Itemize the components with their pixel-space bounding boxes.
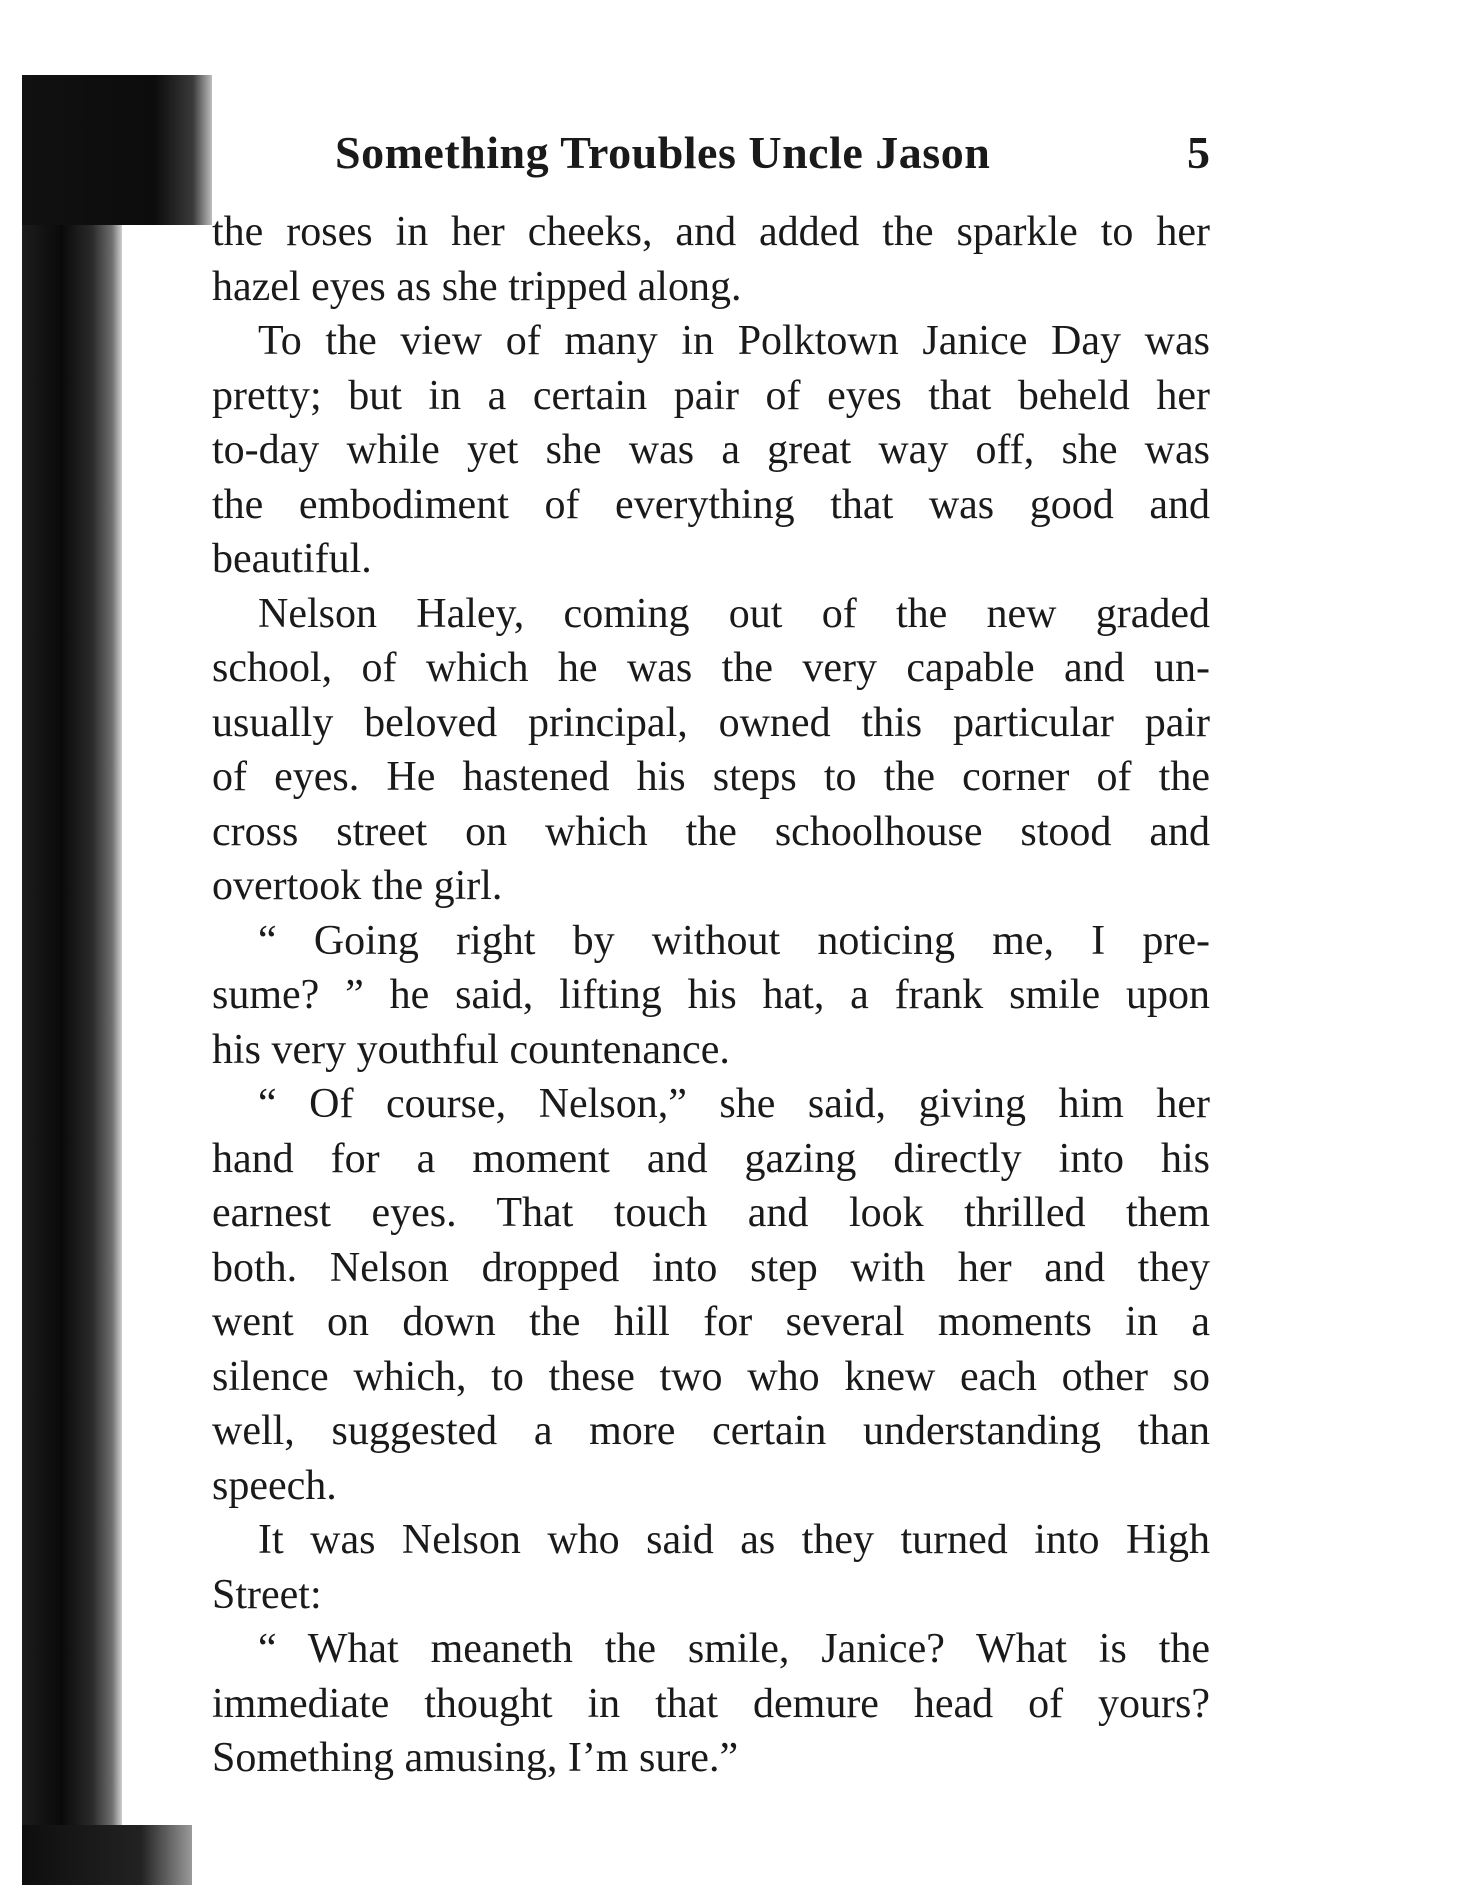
text-line: school, of which he was the very capable and un- <box>212 645 1210 691</box>
text-line: “ Going right by without noticing me, I pre- <box>258 917 1210 964</box>
text-line: Nelson Haley, coming out of the new graded <box>258 590 1210 637</box>
scanned-binding-edge <box>22 75 172 1885</box>
binding-shadow-top <box>22 75 212 225</box>
text-line: pretty; but in a certain pair of eyes that beheld her <box>212 372 1210 419</box>
text-line: immediate thought in that demure head of yours? <box>212 1680 1210 1727</box>
text-line: overtook the girl. <box>212 863 503 909</box>
text-line: the embodiment of everything that was good and <box>212 481 1210 528</box>
text-line: hand for a moment and gazing directly into his <box>212 1135 1210 1182</box>
text-line: beautiful. <box>212 536 372 582</box>
text-line: usually beloved principal, owned this particular pair <box>212 699 1210 746</box>
text-line: of eyes. He hastened his steps to the corner of the <box>212 754 1210 800</box>
page-number: 5 <box>1187 127 1210 178</box>
page-header <box>335 126 1210 186</box>
text-line: both. Nelson dropped into step with her and they <box>212 1244 1210 1291</box>
text-line: To the view of many in Polktown Janice Day was <box>258 318 1210 364</box>
text-line: Street: <box>212 1571 322 1618</box>
running-title: Something Troubles Uncle Jason <box>335 127 991 178</box>
text-line: sume? ” he said, lifting his hat, a frank smile upon <box>212 972 1210 1018</box>
text-line: earnest eyes. That touch and look thrilled them <box>212 1190 1210 1236</box>
text-line: “ Of course, Nelson,” she said, giving him her <box>258 1081 1210 1127</box>
text-line: silence which, to these two who knew each other so <box>212 1353 1210 1400</box>
text-line: cross street on which the schoolhouse stood and <box>212 808 1210 855</box>
text-line: went on down the hill for several moments in a <box>212 1299 1210 1345</box>
text-line: “ What meaneth the smile, Janice? What is the <box>258 1626 1210 1672</box>
text-line: Something amusing, I’m sure.” <box>212 1735 739 1781</box>
body-text <box>212 205 1210 1786</box>
binding-shadow-strip <box>22 75 122 1885</box>
text-line: speech. <box>212 1462 337 1509</box>
text-line: It was Nelson who said as they turned into High <box>258 1517 1210 1563</box>
text-line: well, suggested a more certain understanding than <box>212 1408 1210 1454</box>
text-line: his very youthful countenance. <box>212 1026 730 1073</box>
text-line: hazel eyes as she tripped along. <box>212 263 742 310</box>
text-line: the roses in her cheeks, and added the sparkle to her <box>212 209 1210 255</box>
text-line: to-day while yet she was a great way off, she was <box>212 427 1210 473</box>
binding-shadow-bottom <box>22 1825 192 1885</box>
